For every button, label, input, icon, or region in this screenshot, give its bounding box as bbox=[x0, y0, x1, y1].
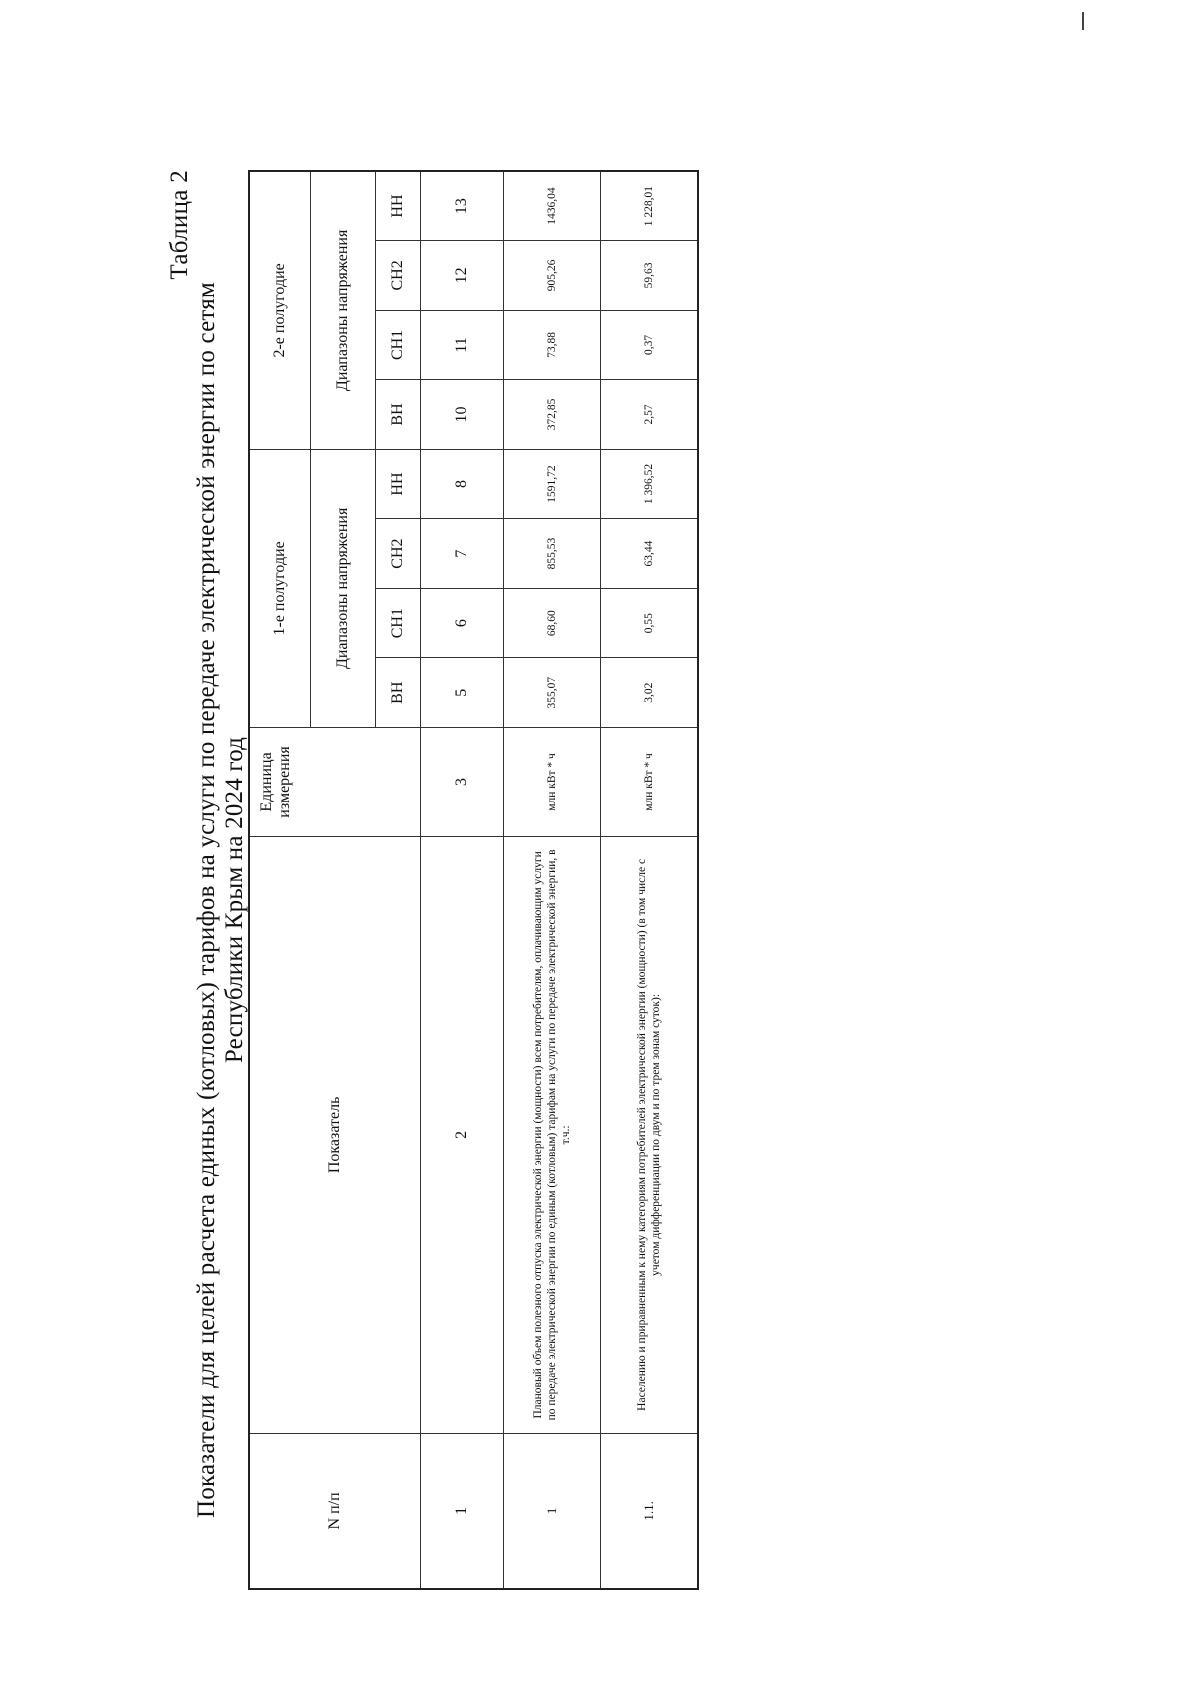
colnum-h1-vn: 5 bbox=[421, 658, 504, 728]
colnum-number: 1 bbox=[421, 1433, 504, 1589]
row-value-h1-nn: 1591,72 bbox=[504, 449, 601, 519]
header-indicator: Показатель bbox=[249, 836, 421, 1433]
row-value-h2-nn: 1 228,01 bbox=[601, 171, 699, 241]
row-value-h1-sn1: 68,60 bbox=[504, 588, 601, 658]
row-value-h1-nn: 1 396,52 bbox=[601, 449, 699, 519]
header-level-sn2-h1: СН2 bbox=[376, 519, 421, 589]
row-value-h2-sn2: 905,26 bbox=[504, 241, 601, 311]
row-value-h2-vn: 2,57 bbox=[601, 380, 699, 450]
colnum-unit: 3 bbox=[421, 727, 504, 836]
row-indicator: Населению и приравненным к нему категориям потребителей электрической энергии (мощности) (в том числе с учетом дифференциации по двум и по трем зонам суток): bbox=[601, 836, 699, 1433]
colnum-h2-sn1: 11 bbox=[421, 310, 504, 380]
row-number: 1.1. bbox=[601, 1433, 699, 1589]
row-value-h2-sn2: 59,63 bbox=[601, 241, 699, 311]
colnum-h1-nn: 8 bbox=[421, 449, 504, 519]
row-value-h2-sn1: 73,88 bbox=[504, 310, 601, 380]
heading-line-2: Республики Крым на 2024 год bbox=[221, 736, 248, 1064]
row-value-h1-sn2: 63,44 bbox=[601, 519, 699, 589]
row-number: 1 bbox=[504, 1433, 601, 1589]
header-second-half-voltage-ranges: Диапазоны напряжения bbox=[311, 171, 376, 449]
header-row-halves bbox=[249, 171, 311, 1589]
header-first-half-voltage-ranges: Диапазоны напряжения bbox=[311, 449, 376, 727]
document-heading bbox=[193, 170, 249, 1630]
header-unit: Единица измерения bbox=[249, 727, 421, 836]
page-edge-mark bbox=[1082, 12, 1084, 30]
row-value-h1-sn2: 855,53 bbox=[504, 519, 601, 589]
column-number-row bbox=[421, 171, 504, 1589]
header-level-vn-h2: ВН bbox=[376, 380, 421, 450]
header-level-nn-h1: НН bbox=[376, 449, 421, 519]
colnum-h1-sn1: 6 bbox=[421, 588, 504, 658]
header-level-nn-h2: НН bbox=[376, 171, 421, 241]
colnum-indicator: 2 bbox=[421, 836, 504, 1433]
header-number: N п/п bbox=[249, 1433, 421, 1589]
colnum-h1-sn2: 7 bbox=[421, 519, 504, 589]
header-first-half: 1-е полугодие bbox=[249, 449, 311, 727]
header-level-sn2-h2: СН2 bbox=[376, 241, 421, 311]
table-row bbox=[601, 171, 699, 1589]
row-indicator: Плановый объем полезного отпуска электрической энергии (мощности) всем потребителям, оплачивающим услуги по передаче электрической энергии по единым (котловым) тарифам на услуги по передаче электрической энергии, в т.ч.: bbox=[504, 836, 601, 1433]
row-value-h2-vn: 372,85 bbox=[504, 380, 601, 450]
header-level-sn1-h2: СН1 bbox=[376, 310, 421, 380]
row-value-h2-nn: 1436,04 bbox=[504, 171, 601, 241]
row-value-h1-sn1: 0,55 bbox=[601, 588, 699, 658]
header-level-sn1-h1: СН1 bbox=[376, 588, 421, 658]
row-unit: млн кВт * ч bbox=[504, 727, 601, 836]
heading-line-1: Показатели для целей расчета единых (котловых) тарифов на услуги по передаче электрической энергии по сетям bbox=[193, 282, 220, 1518]
row-value-h1-vn: 355,07 bbox=[504, 658, 601, 728]
header-second-half: 2-е полугодие bbox=[249, 171, 311, 449]
rotated-page-content bbox=[165, 170, 705, 1630]
header-level-vn-h1: ВН bbox=[376, 658, 421, 728]
tariff-indicators-table bbox=[248, 170, 699, 1590]
row-value-h2-sn1: 0,37 bbox=[601, 310, 699, 380]
row-value-h1-vn: 3,02 bbox=[601, 658, 699, 728]
table-caption: Таблица 2 bbox=[166, 170, 193, 280]
colnum-h2-sn2: 12 bbox=[421, 241, 504, 311]
colnum-h2-vn: 10 bbox=[421, 380, 504, 450]
table-row bbox=[504, 171, 601, 1589]
colnum-h2-nn: 13 bbox=[421, 171, 504, 241]
row-unit: млн кВт * ч bbox=[601, 727, 699, 836]
